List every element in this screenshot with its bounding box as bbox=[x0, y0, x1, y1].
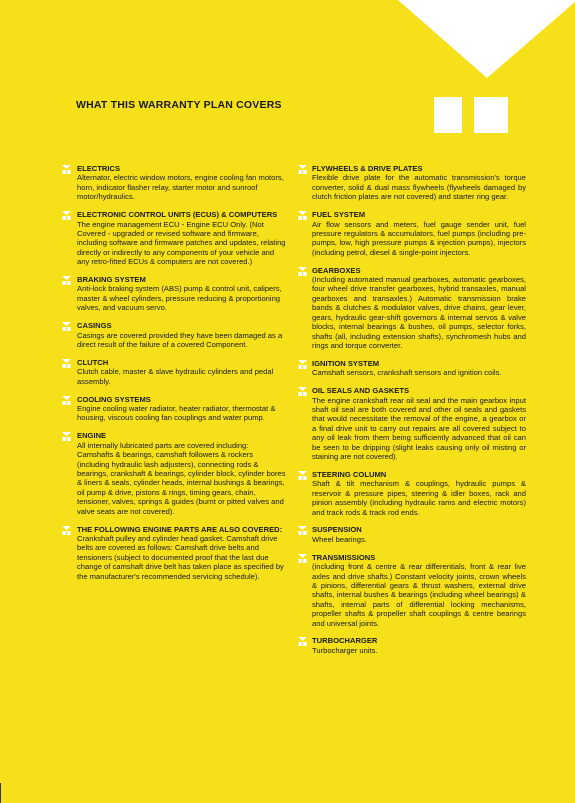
section-title: IGNITION SYSTEM bbox=[312, 358, 380, 368]
bullet-icon bbox=[298, 526, 307, 535]
brand-logo bbox=[0, 0, 575, 140]
page-title: WHAT THIS WARRANTY PLAN COVERS bbox=[76, 99, 282, 111]
section-title: CLUTCH bbox=[77, 357, 109, 367]
section-body: Alternator, electric window motors, engine cooling fan motors, horn, indicator flasher relay, starter motor and sunroof motor/hydraulics. bbox=[77, 173, 284, 202]
logo-block-right bbox=[474, 97, 508, 133]
section-title: FUEL SYSTEM bbox=[312, 210, 366, 220]
section-title: BRAKING SYSTEM bbox=[77, 275, 146, 285]
section-title: ELECTRICS bbox=[77, 164, 121, 173]
bullet-icon bbox=[298, 637, 307, 646]
coverage-column-right bbox=[298, 164, 526, 664]
coverage-section bbox=[62, 164, 286, 202]
section-title: STEERING COLUMN bbox=[312, 469, 387, 479]
bullet-icon bbox=[62, 211, 71, 220]
section-title: THE FOLLOWING ENGINE PARTS ARE ALSO COVERED: bbox=[77, 524, 283, 534]
section-body: The engine management ECU - Engine ECU Only. (Not Covered - upgraded or revised software and firmware, including software and firmware patches and updates, relating directly or indirectly to any components of your vehicle and any retro-fitted ECUs & computers are not covered.) bbox=[77, 219, 286, 267]
coverage-column-left bbox=[62, 164, 286, 589]
section-title: TURBOCHARGER bbox=[312, 636, 378, 646]
bullet-icon bbox=[298, 360, 307, 369]
section-body: Turbocharger units. bbox=[312, 645, 378, 655]
section-title: FLYWHEELS & DRIVE PLATES bbox=[312, 164, 423, 173]
coverage-section bbox=[298, 386, 526, 461]
bullet-icon bbox=[62, 276, 71, 285]
bullet-icon bbox=[298, 165, 307, 174]
coverage-section bbox=[298, 164, 526, 202]
coverage-section bbox=[298, 525, 526, 544]
section-body: Air flow sensors and meters, fuel gauge sender unit, fuel pressure regulators & accumulators, fuel pumps (including pre-pumps, low, high pressure pumps & injection pumps), injectors (including petrol, diesel & single-point injectors. bbox=[312, 219, 526, 257]
bullet-icon bbox=[62, 396, 71, 405]
coverage-section bbox=[298, 266, 526, 351]
section-body: Anti-lock braking system (ABS) pump & control unit, calipers, master & wheel cylinders, pressure reducing & proportioning valves, and vacuum servo. bbox=[77, 284, 282, 313]
section-body: Flexible drive plate for the automatic transmission's torque converter, solid & dual mass flywheels (flywheels damaged by clutch friction plates are not covered) and starter ring gear. bbox=[312, 173, 526, 202]
bullet-icon bbox=[298, 267, 307, 276]
logo-block-left bbox=[434, 97, 462, 133]
coverage-section bbox=[298, 210, 526, 257]
section-title: COOLING SYSTEMS bbox=[77, 394, 151, 404]
bullet-icon bbox=[298, 387, 307, 396]
bullet-icon bbox=[298, 211, 307, 220]
section-title: GEARBOXES bbox=[312, 265, 361, 275]
coverage-section bbox=[298, 359, 526, 378]
section-body: Shaft & tilt mechanism & couplings, hydraulic pumps & reservoir & pressure pipes, steering & idler boxes, rack and pinion assembly (including hydraulic rams and electric motors) and track rods & track rod ends. bbox=[312, 479, 526, 517]
coverage-section bbox=[62, 358, 286, 386]
section-body: Camshaft sensors, crankshaft sensors and ignition coils. bbox=[312, 368, 502, 378]
section-title: TRANSMISSIONS bbox=[312, 552, 376, 562]
page-corner-mark bbox=[0, 783, 9, 803]
section-body: All internally lubricated parts are covered including: Camshafts & bearings, camshaft followers & rockers (including hydraulic lash adjusters), connecting rods & bearings, crankshaft & bearings, cylinder block, cylinder bores & liners & seals, cylinder heads, internal bushings & bearings, oil pump & drive, pistons & rings, timing gears, chain, tensioner, valves, springs & guides (burnt or pitted valves and valve seats are not covered). bbox=[77, 440, 286, 516]
bullet-icon bbox=[62, 526, 71, 535]
bullet-icon bbox=[62, 359, 71, 368]
section-body: Casings are covered provided they have been damaged as a direct result of the failure of a covered Component. bbox=[77, 330, 283, 349]
section-body: Wheel bearings. bbox=[312, 534, 367, 544]
section-title: SUSPENSION bbox=[312, 525, 362, 535]
coverage-section bbox=[298, 553, 526, 628]
bullet-icon bbox=[298, 554, 307, 563]
coverage-section bbox=[62, 321, 286, 349]
section-title: ENGINE bbox=[77, 431, 107, 441]
coverage-section bbox=[298, 470, 526, 517]
bullet-icon bbox=[62, 432, 71, 441]
section-body: Clutch cable, master & slave hydraulic cylinders and pedal assembly. bbox=[77, 367, 274, 386]
coverage-section bbox=[298, 636, 526, 655]
section-title: ELECTRONIC CONTROL UNITS (ECUS) & COMPUTERS bbox=[77, 210, 278, 220]
section-body: (including front & centre & rear differentials, front & rear live axles and drive shafts.) Constant velocity joints, crown wheels & pinions, differential gears & thrust washers, external drive shafts, internal bushes & bearings (including wheel bearings) & shafts, internal parts of differential locking mechanisms, propeller shafts & propeller shaft couplings & centre bearings and universal joints. bbox=[312, 562, 526, 628]
coverage-section bbox=[62, 395, 286, 423]
section-body: (Including automated manual gearboxes, automatic gearboxes, four wheel drive transfer gearboxes, hybrid transaxles, manual gearboxes and transaxles.) Automatic transmission brake bands & clutches & modulator valves, drive chains, gear lever, gears, hydraulic gear-shift governors & internal servos & valve blocks, internal bearings & bushes, oil pumps, selector forks, shafts (all, including extension shafts), synchromesh hubs and rings and torque converter. bbox=[312, 275, 526, 350]
logo-chevron bbox=[398, 0, 575, 78]
coverage-section bbox=[62, 525, 286, 581]
coverage-section bbox=[62, 431, 286, 516]
bullet-icon bbox=[62, 322, 71, 331]
section-title: CASINGS bbox=[77, 321, 112, 331]
section-body: Crankshaft pulley and cylinder head gasket. Camshaft drive belts are covered as follows: Camshaft drive belts and tensioners (subject to documented proof that the last due change of camshaft drive belt has taken place as specified by the manufacturer's recommended servicing schedule). bbox=[77, 533, 284, 581]
coverage-section bbox=[62, 210, 286, 266]
section-body: The engine crankshaft rear oil seal and the main gearbox input shaft oil seal are both covered and other oil seals and gaskets that would necessitate the removal of the engine, a gearbox or a final drive unit to carry out repairs are all covered subject to any oil leak from them being sufficiently advanced that oil can be seen to be dripping (slight leaks causing only oil misting or staining are not covered). bbox=[312, 395, 526, 461]
coverage-section bbox=[62, 275, 286, 313]
section-body: Engine cooling water radiator, heater radiator, thermostat & housing, viscous cooling fan couplings and water pump. bbox=[77, 404, 276, 423]
section-title: OIL SEALS AND GASKETS bbox=[312, 386, 410, 396]
bullet-icon bbox=[62, 165, 71, 174]
bullet-icon bbox=[298, 471, 307, 480]
